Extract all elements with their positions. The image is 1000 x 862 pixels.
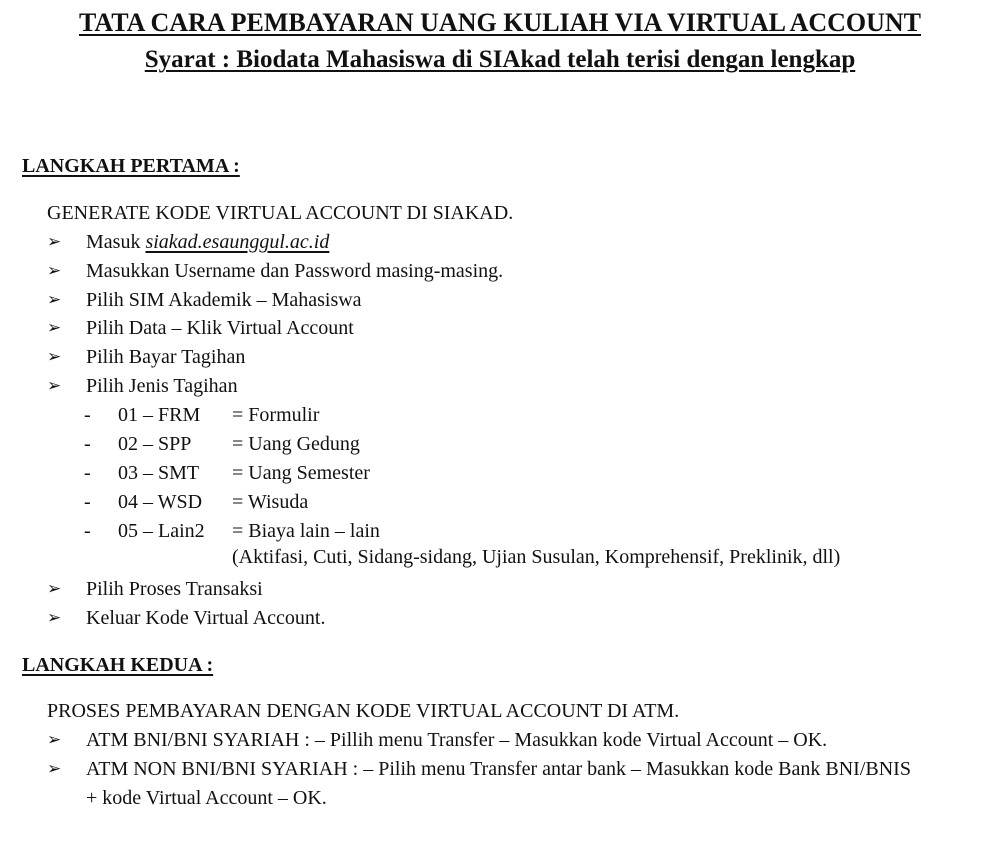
step-two-bullet-list bbox=[47, 726, 916, 812]
list-item-text: Masuk bbox=[86, 231, 146, 253]
list-item-text: Masukkan Username dan Password masing-masing. bbox=[86, 259, 504, 282]
list-item-text: Pilih Jenis Tagihan bbox=[86, 374, 238, 397]
arrow-bullet-icon: ➢ bbox=[47, 758, 62, 779]
dash-marker: - bbox=[84, 491, 91, 513]
list-item-text: Pilih SIM Akademik – Mahasiswa bbox=[86, 288, 362, 311]
billing-description: = Uang Semester bbox=[232, 462, 370, 484]
dash-marker: - bbox=[84, 433, 91, 455]
arrow-bullet-icon: ➢ bbox=[47, 579, 62, 599]
arrow-bullet-icon: ➢ bbox=[47, 260, 62, 281]
list-item-text: Pilih Proses Transaksi bbox=[86, 578, 263, 600]
list-item bbox=[47, 372, 503, 401]
billing-description: = Uang Gedung bbox=[232, 433, 360, 455]
siakad-link[interactable]: siakad.esaunggul.ac.id bbox=[145, 231, 330, 253]
list-item bbox=[47, 755, 916, 813]
list-item bbox=[47, 314, 503, 343]
step-one-intro: GENERATE KODE VIRTUAL ACCOUNT DI SIAKAD. bbox=[47, 202, 514, 224]
arrow-bullet-icon: ➢ bbox=[47, 730, 62, 750]
list-item-text: Pilih Bayar Tagihan bbox=[86, 346, 246, 369]
step-one-final-bullets bbox=[47, 575, 325, 633]
list-item-text: ATM NON BNI/BNI SYARIAH : – Pilih menu Transfer antar bank – Masukkan kode Bank BNI/BNIS + kode Virtual Account – OK. bbox=[86, 757, 911, 809]
arrow-bullet-icon: ➢ bbox=[47, 232, 62, 252]
billing-code: 02 – SPP bbox=[118, 433, 192, 455]
arrow-bullet-icon: ➢ bbox=[47, 289, 62, 310]
billing-description: = Wisuda bbox=[232, 491, 309, 513]
arrow-bullet-icon: ➢ bbox=[47, 347, 62, 368]
dash-marker: - bbox=[84, 462, 91, 484]
list-item bbox=[47, 604, 325, 633]
list-item-text: Pilih Data – Klik Virtual Account bbox=[86, 317, 354, 340]
document-subtitle: Syarat : Biodata Mahasiswa di SIAkad telah terisi dengan lengkap bbox=[144, 46, 856, 73]
billing-code: 04 – WSD bbox=[118, 491, 203, 513]
dash-marker: - bbox=[84, 520, 91, 542]
step-one-bullet-list bbox=[47, 228, 503, 401]
arrow-bullet-icon: ➢ bbox=[47, 375, 62, 396]
dash-marker: - bbox=[84, 404, 91, 426]
arrow-bullet-icon: ➢ bbox=[47, 318, 62, 339]
document-title: TATA CARA PEMBAYARAN UANG KULIAH VIA VIRTUAL ACCOUNT bbox=[78, 8, 922, 37]
billing-description: = Biaya lain – lain bbox=[232, 520, 380, 542]
billing-code: 01 – FRM bbox=[118, 404, 201, 426]
billing-code: 05 – Lain2 bbox=[118, 520, 205, 542]
list-item-text: ATM BNI/BNI SYARIAH : – Pillih menu Transfer – Masukkan kode Virtual Account – OK. bbox=[86, 729, 828, 751]
list-item bbox=[47, 343, 503, 372]
step-two-heading: LANGKAH KEDUA : bbox=[22, 654, 214, 676]
list-item bbox=[47, 228, 503, 257]
list-item-text: Keluar Kode Virtual Account. bbox=[86, 606, 326, 629]
list-item bbox=[47, 286, 503, 315]
billing-description: = Formulir bbox=[232, 404, 320, 426]
step-two-intro: PROSES PEMBAYARAN DENGAN KODE VIRTUAL ACCOUNT DI ATM. bbox=[47, 700, 680, 722]
list-item bbox=[47, 726, 916, 755]
billing-code: 03 – SMT bbox=[118, 462, 200, 484]
step-one-heading: LANGKAH PERTAMA : bbox=[22, 155, 240, 177]
arrow-bullet-icon: ➢ bbox=[47, 607, 62, 628]
list-item bbox=[47, 257, 503, 286]
list-item bbox=[47, 575, 325, 604]
billing-note: (Aktifasi, Cuti, Sidang-sidang, Ujian Susulan, Komprehensif, Preklinik, dll) bbox=[232, 546, 841, 568]
